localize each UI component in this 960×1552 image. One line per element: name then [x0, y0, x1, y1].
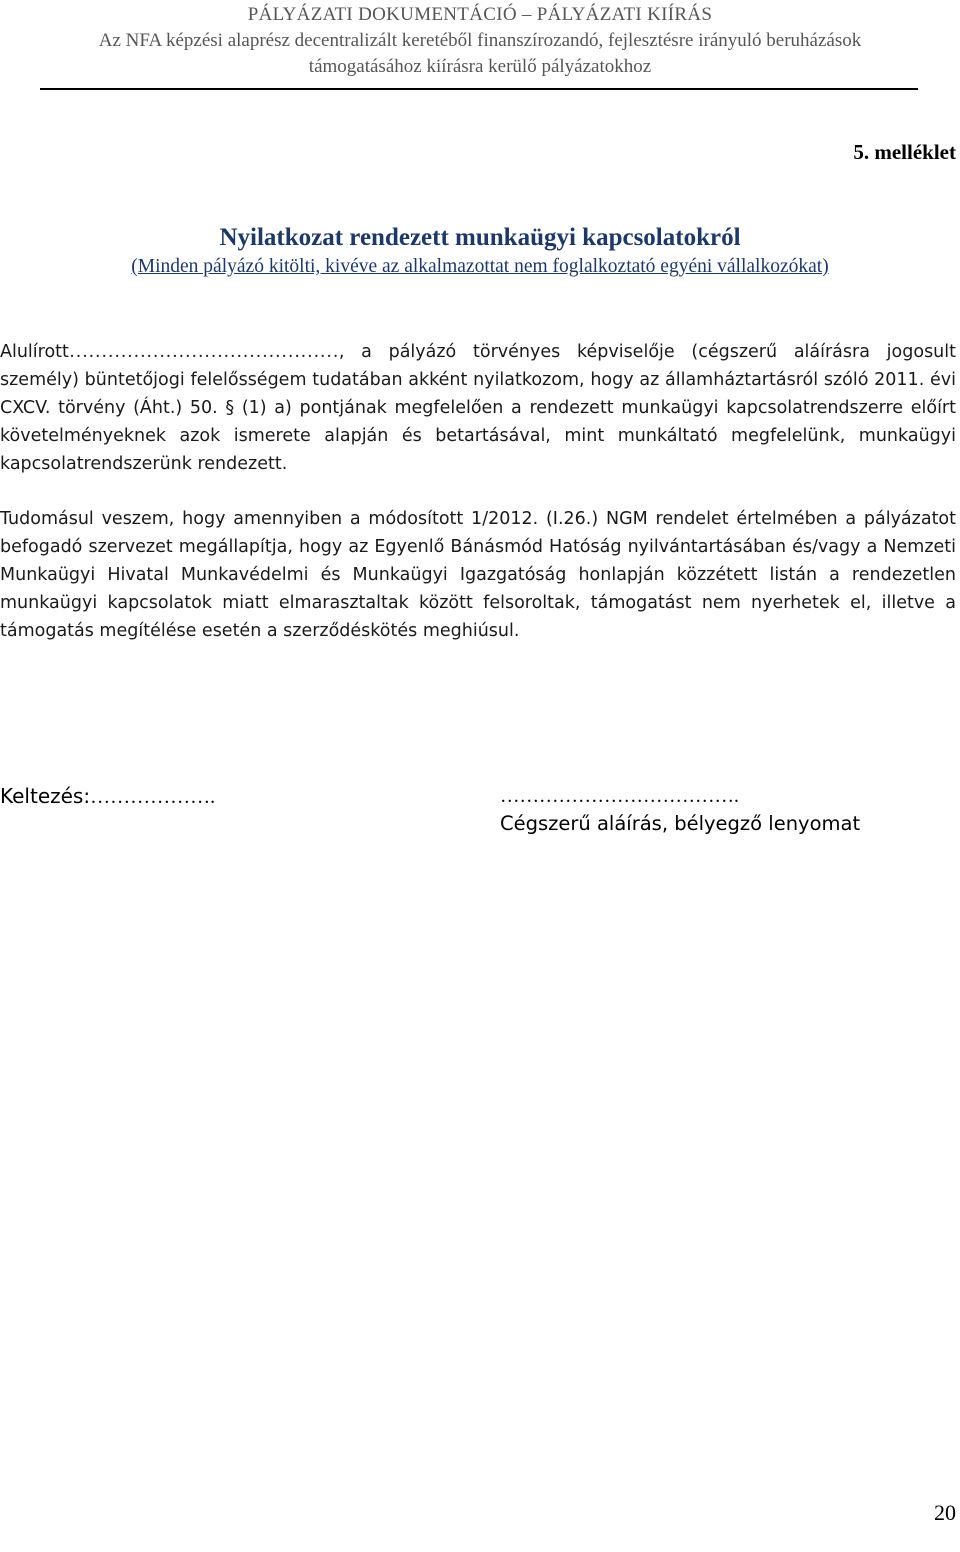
document-title: Nyilatkozat rendezett munkaügyi kapcsolatokról — [219, 224, 741, 251]
header-line-3: támogatásához kiírásra kerülő pályázatokhoz — [308, 56, 652, 77]
document-subtitle — [0, 256, 960, 278]
declaration-intro: Alulírott — [0, 342, 69, 362]
annex-label: 5. melléklet — [853, 140, 956, 164]
document-subtitle-text: (Minden pályázó kitölti, kivéve az alkalmazottat nem foglalkoztató egyéni vállalkozókat) — [131, 256, 829, 277]
declaration-paragraph — [0, 338, 956, 478]
signature-block — [500, 784, 860, 838]
header-line-2: Az NFA képzési alaprész decentralizált keretéből finanszírozandó, fejlesztésre irányuló beruházások — [98, 30, 862, 51]
signature-caption: Cégszerű aláírás, bélyegző lenyomat — [500, 812, 861, 835]
header-line-1: PÁLYÁZATI DOKUMENTÁCIÓ – PÁLYÁZATI KIÍRÁS — [247, 4, 713, 25]
signature-dots: ………………………………. — [500, 786, 739, 807]
acknowledgement-paragraph — [0, 505, 956, 645]
date-label: Keltezés: — [0, 784, 91, 808]
page-header — [0, 2, 960, 80]
page-number: 20 — [934, 1500, 956, 1525]
header-divider — [40, 88, 918, 90]
date-field — [0, 784, 215, 809]
acknowledgement-text: Tudomásul veszem, hogy amennyiben a módosított 1/2012. (I.26.) NGM rendelet értelmében a pályázatot befogadó szervezet megállapítja, hogy az Egyenlő Bánásmód Hatóság nyilvántartásában és/vagy a Nemzeti Munkaügyi Hivatal Munkavédelmi és Munkaügyi Igazgatóság honlapján közzétett listán a rendezetlen munkaügyi kapcsolatok miatt elmarasztaltak között felsoroltak, támogatást nem nyerhetek el, illetve a támogatás megítélése esetén a szerződéskötés meghiúsul. — [0, 509, 956, 641]
declaration-body: , a pályázó törvényes képviselője (cégszerű aláírásra jogosult személy) büntetőjogi felelősségem tudatában akként nyilatkozom, hogy az államháztartásról szóló 2011. évi CXCV. törvény (Áht.) 50. § (1) a) pontjának megfelelően a rendezett munkaügyi kapcsolatrendszerre előírt követelményeknek azok ismerete alapján és betartásával, mint munkáltató megfelelünk, munkaügyi kapcsolatrendszerünk rendezett. — [0, 342, 956, 474]
date-dots: ………………. — [90, 786, 216, 808]
name-placeholder-dots: …………………………………… — [68, 341, 339, 362]
